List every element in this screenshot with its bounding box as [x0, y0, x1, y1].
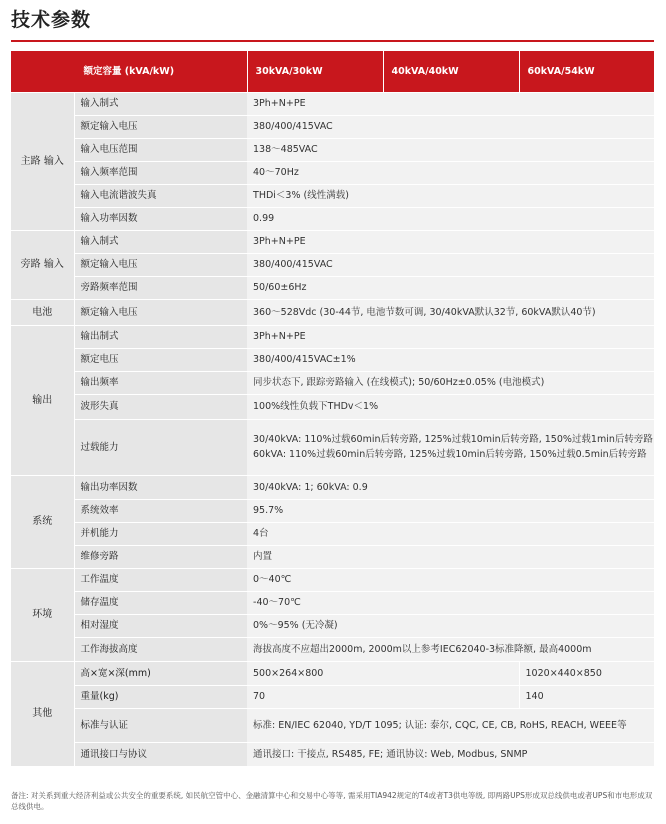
group-environment: 环境 — [11, 569, 74, 662]
param-label: 并机能力 — [74, 523, 247, 546]
param-value: 360～528Vdc (30-44节, 电池节数可调, 30/40kVA默认32节, 60kVA默认40节) — [247, 300, 654, 326]
table-row — [11, 326, 654, 349]
param-value: 40～70Hz — [247, 162, 654, 185]
table-row — [11, 500, 654, 523]
param-label: 输出制式 — [74, 326, 247, 349]
param-label: 储存温度 — [74, 592, 247, 615]
header-60kva: 60kVA/54kW — [519, 51, 654, 93]
param-label: 额定输入电压 — [74, 116, 247, 139]
table-row — [11, 162, 654, 185]
param-value: 0%～95% (无冷凝) — [247, 615, 654, 638]
param-label: 标准与认证 — [74, 709, 247, 743]
table-row — [11, 300, 654, 326]
group-main-input: 主路 输入 — [11, 93, 74, 231]
table-row — [11, 615, 654, 638]
param-label: 重量(kg) — [74, 686, 247, 709]
param-value: 海拔高度不应超出2000m, 2000m以上参考IEC62040-3标准降额, 最高4000m — [247, 638, 654, 662]
spec-table — [11, 51, 655, 767]
overload-line-1: 30/40kVA: 110%过载60min后转旁路, 125%过载10min后转旁路, 150%过载1min后转旁路 — [253, 434, 653, 445]
table-row — [11, 349, 654, 372]
table-row — [11, 638, 654, 662]
param-value: 95.7% — [247, 500, 654, 523]
table-row — [11, 546, 654, 569]
group-bypass-input: 旁路 输入 — [11, 231, 74, 300]
param-value-multiline — [247, 420, 654, 476]
table-row — [11, 116, 654, 139]
title-divider — [11, 40, 654, 42]
param-label: 维修旁路 — [74, 546, 247, 569]
table-row — [11, 709, 654, 743]
table-row — [11, 476, 654, 500]
table-header-row — [11, 51, 654, 93]
param-value: 3Ph+N+PE — [247, 326, 654, 349]
table-row — [11, 395, 654, 420]
param-value-30-40kva: 70 — [247, 686, 519, 709]
param-label: 额定输入电压 — [74, 300, 247, 326]
table-row — [11, 592, 654, 615]
param-value: 3Ph+N+PE — [247, 231, 654, 254]
header-rated-capacity: 额定容量 (kVA/kW) — [11, 51, 247, 93]
param-value: 4台 — [247, 523, 654, 546]
param-label: 输入功率因数 — [74, 208, 247, 231]
param-label: 额定电压 — [74, 349, 247, 372]
param-label: 高×宽×深(mm) — [74, 662, 247, 686]
param-label: 过载能力 — [74, 420, 247, 476]
overload-line-2: 60kVA: 110%过载60min后转旁路, 125%过载10min后转旁路, 150%过载0.5min后转旁路 — [253, 449, 647, 460]
param-value-60kva: 140 — [519, 686, 654, 709]
header-30kva: 30kVA/30kW — [247, 51, 383, 93]
param-label: 输入频率范围 — [74, 162, 247, 185]
param-value: 100%线性负载下THDv＜1% — [247, 395, 654, 420]
param-value: 通讯接口: 干接点, RS485, FE; 通讯协议: Web, Modbus, SNMP — [247, 743, 654, 767]
table-row — [11, 277, 654, 300]
param-label: 工作海拔高度 — [74, 638, 247, 662]
table-row — [11, 686, 654, 709]
param-label: 波形失真 — [74, 395, 247, 420]
param-label: 通讯接口与协议 — [74, 743, 247, 767]
param-label: 系统效率 — [74, 500, 247, 523]
param-label: 输入制式 — [74, 93, 247, 116]
table-row — [11, 231, 654, 254]
param-value: 138～485VAC — [247, 139, 654, 162]
table-row — [11, 420, 654, 476]
param-label: 相对湿度 — [74, 615, 247, 638]
param-value: 30/40kVA: 1; 60kVA: 0.9 — [247, 476, 654, 500]
param-value: 380/400/415VAC±1% — [247, 349, 654, 372]
table-row — [11, 523, 654, 546]
table-row — [11, 208, 654, 231]
param-value: 标准: EN/IEC 62040, YD/T 1095; 认证: 泰尔, CQC, CE, CB, RoHS, REACH, WEEE等 — [247, 709, 654, 743]
param-value: 3Ph+N+PE — [247, 93, 654, 116]
param-label: 输入制式 — [74, 231, 247, 254]
param-value: 380/400/415VAC — [247, 254, 654, 277]
table-row — [11, 185, 654, 208]
param-label: 额定输入电压 — [74, 254, 247, 277]
group-output: 输出 — [11, 326, 74, 476]
header-40kva: 40kVA/40kW — [383, 51, 519, 93]
param-value: 50/60±6Hz — [247, 277, 654, 300]
table-row — [11, 569, 654, 592]
param-value: -40～70℃ — [247, 592, 654, 615]
table-row — [11, 254, 654, 277]
table-row — [11, 139, 654, 162]
table-row — [11, 662, 654, 686]
param-value: 同步状态下, 跟踪旁路输入 (在线模式); 50/60Hz±0.05% (电池模式) — [247, 372, 654, 395]
param-value: THDi＜3% (线性满载) — [247, 185, 654, 208]
param-value: 0～40℃ — [247, 569, 654, 592]
param-label: 输出频率 — [74, 372, 247, 395]
param-label: 输入电压范围 — [74, 139, 247, 162]
table-row — [11, 93, 654, 116]
page-title: 技术参数 — [11, 9, 92, 31]
table-row — [11, 743, 654, 767]
param-label: 工作温度 — [74, 569, 247, 592]
param-value: 0.99 — [247, 208, 654, 231]
footnote: 备注: 对关系到重大经济利益或公共安全的重要系统, 如民航空管中心、金融清算中心和交易中心等等, 需采用TIA942规定的T4或者T3供电等级, 即两路UPS形成双总线供电或者UPS和市电形成双总线供电。 — [11, 791, 653, 811]
param-label: 旁路频率范围 — [74, 277, 247, 300]
param-value: 内置 — [247, 546, 654, 569]
group-battery: 电池 — [11, 300, 74, 326]
param-value-30-40kva: 500×264×800 — [247, 662, 519, 686]
group-system: 系统 — [11, 476, 74, 569]
param-value: 380/400/415VAC — [247, 116, 654, 139]
table-row — [11, 372, 654, 395]
param-label: 输入电流谐波失真 — [74, 185, 247, 208]
param-value-60kva: 1020×440×850 — [519, 662, 654, 686]
param-label: 输出功率因数 — [74, 476, 247, 500]
group-other: 其他 — [11, 662, 74, 767]
